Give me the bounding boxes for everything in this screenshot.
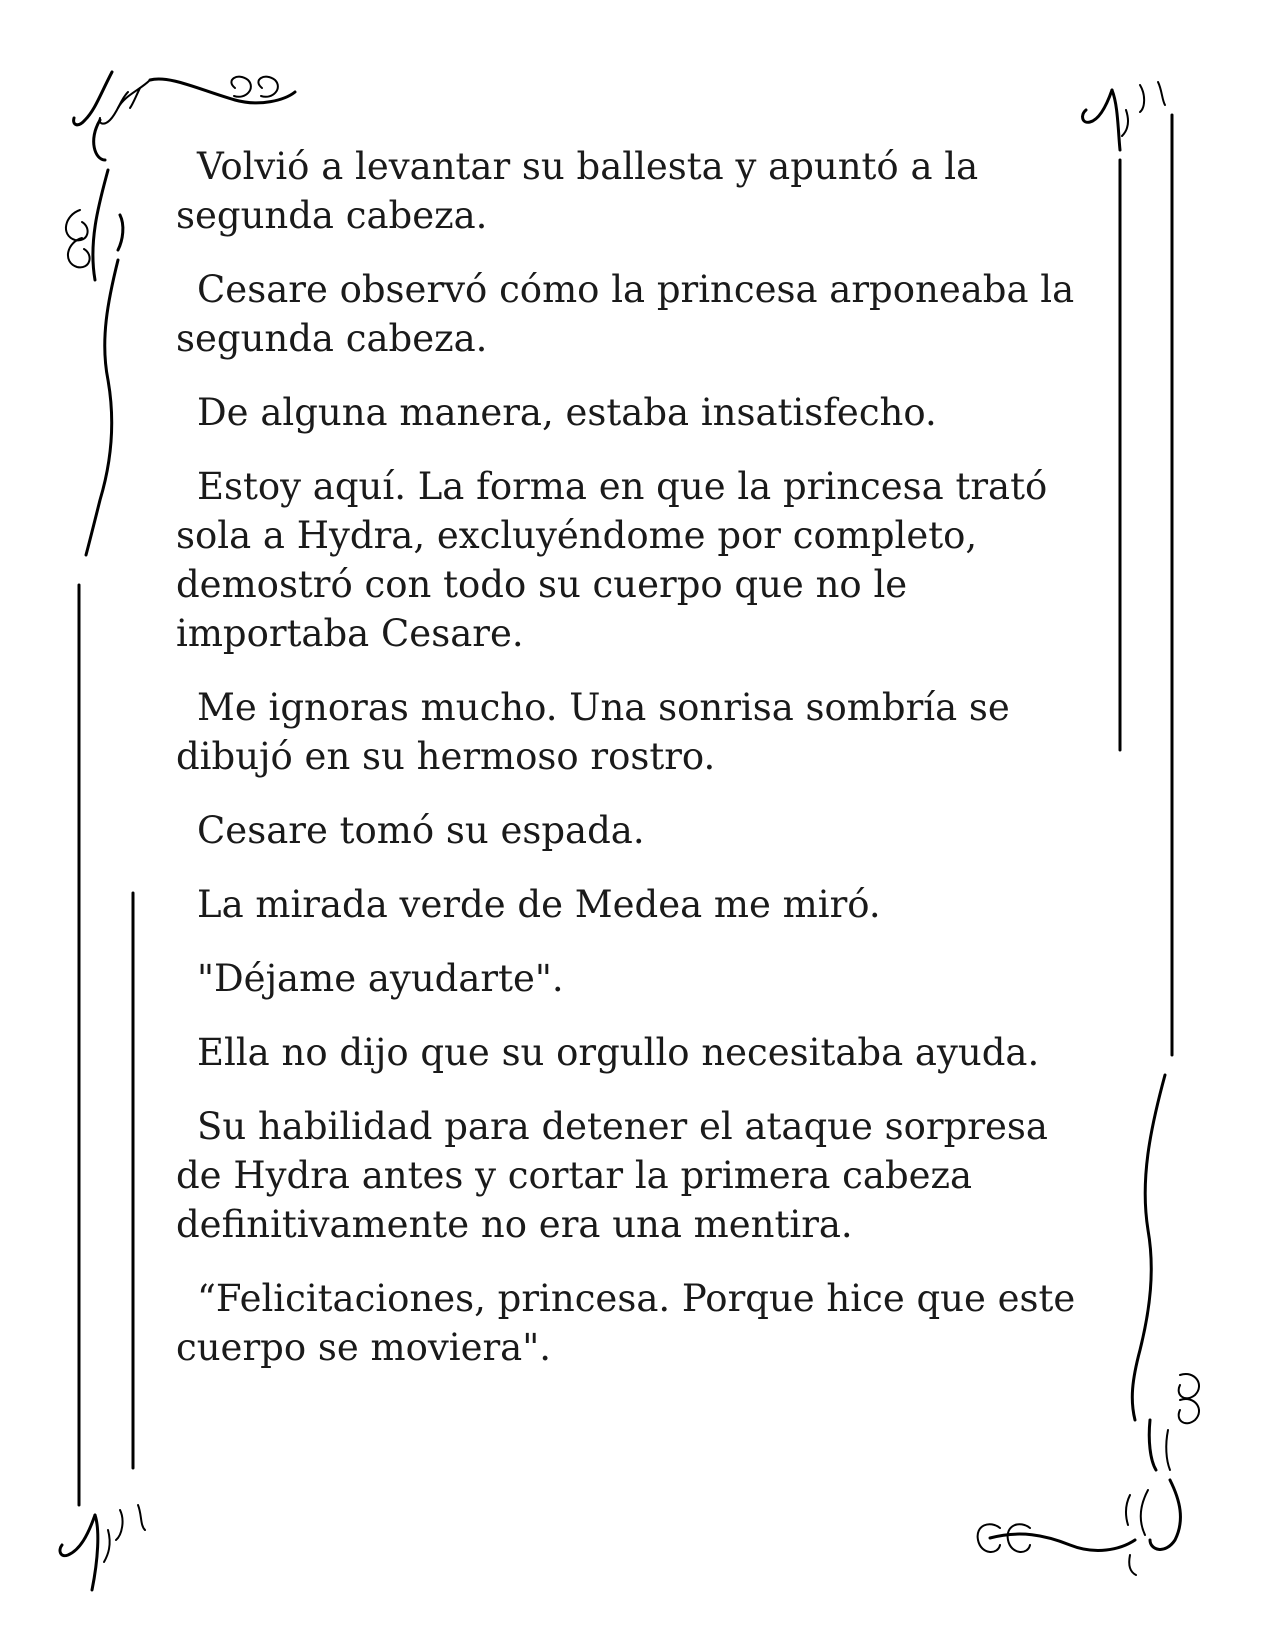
- paragraph-3: De alguna manera, estaba insatisfecho.: [197, 391, 937, 434]
- paragraph-7: La mirada verde de Medea me miró.: [197, 883, 881, 926]
- bottom-left-flourish-icon: [60, 1505, 145, 1590]
- paragraph-5: Me ignoras mucho. Una sonrisa sombría se dibujó en su hermoso rostro.: [176, 686, 1010, 778]
- paragraph-4: Estoy aquí. La forma en que la princesa trató sola a Hydra, excluyéndome por completo, demostró con todo su cuerpo que no le importaba Cesare.: [176, 465, 1048, 655]
- paragraph-11: “Felicitaciones, princesa. Porque hice que este cuerpo se moviera".: [176, 1277, 1076, 1369]
- top-right-flourish-icon: [1083, 82, 1165, 150]
- paragraph-10: Su habilidad para detener el ataque sorpresa de Hydra antes y cortar la primera cabeza definitivamente no era una mentira.: [176, 1105, 1048, 1246]
- paragraph-9: Ella no dijo que su orgullo necesitaba ayuda.: [197, 1031, 1040, 1074]
- paragraph-6: Cesare tomó su espada.: [197, 809, 645, 852]
- paragraph-1: Volvió a levantar su ballesta y apuntó a la segunda cabeza.: [176, 145, 979, 237]
- paragraph-2: Cesare observó cómo la princesa arponeaba la segunda cabeza.: [176, 268, 1075, 360]
- body-text: [176, 142, 1096, 1397]
- paragraph-8: "Déjame ayudarte".: [197, 957, 564, 1000]
